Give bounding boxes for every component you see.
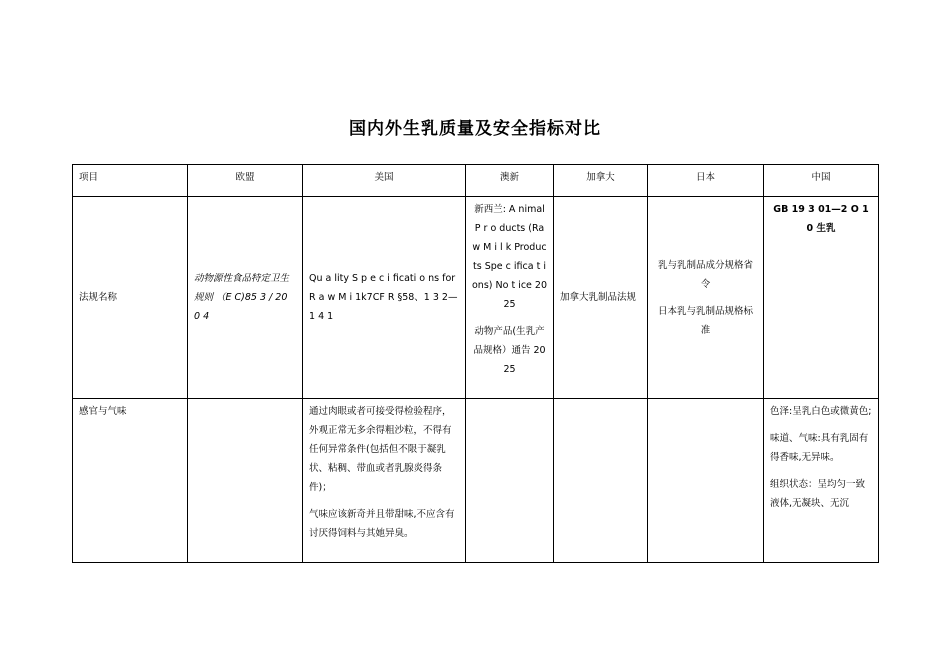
header-eu: 欧盟 xyxy=(188,165,303,197)
table-row-sensory xyxy=(73,399,879,563)
comparison-table xyxy=(72,164,879,563)
header-china: 中国 xyxy=(764,165,879,197)
header-japan: 日本 xyxy=(648,165,764,197)
row-label-regulation: 法规名称 xyxy=(73,197,188,399)
row-label-sensory: 感官与气味 xyxy=(73,399,188,563)
cell-us-regulation: Qu a lity S p e c i ficati o ns for R a w M i 1k7CF R §58、1 3 2—1 4 1 xyxy=(303,197,466,399)
china-sensory-color: 色泽:呈乳白色或微黄色; xyxy=(770,406,872,417)
cell-eu-regulation: 动物源性食品特定卫生规则 （E C)85 3 / 20 0 4 xyxy=(188,197,303,399)
japan-regulation-2: 日本乳与乳制品规格标准 xyxy=(657,305,753,336)
cell-canada-sensory xyxy=(554,399,648,563)
header-us: 美国 xyxy=(303,165,466,197)
china-sensory-taste: 味道、气味:具有乳固有得香味,无异味。 xyxy=(770,433,869,463)
cell-us-sensory xyxy=(303,399,466,563)
cell-canada-regulation: 加拿大乳制品法规 xyxy=(554,197,648,399)
table-header-row xyxy=(73,165,879,197)
japan-regulation-1: 乳与乳制品成分规格省令 xyxy=(657,259,753,290)
header-item: 项目 xyxy=(73,165,188,197)
au-nz-regulation-cn: 动物产品(生乳产品规格）通告 2025 xyxy=(473,326,546,375)
cell-au-nz-regulation xyxy=(466,197,554,399)
header-canada: 加拿大 xyxy=(554,165,648,197)
cell-japan-regulation xyxy=(648,197,764,399)
au-nz-regulation-nz: 新西兰: A nimal P r o ducts (Raw M i l k Products Spe c ifica t ions) No t ice 2025 xyxy=(472,204,548,310)
header-au-nz: 澳新 xyxy=(466,165,554,197)
china-sensory-texture: 组织状态：呈均匀一致液体,无凝块、无沉 xyxy=(770,479,866,509)
cell-japan-sensory xyxy=(648,399,764,563)
page-title: 国内外生乳质量及安全指标对比 xyxy=(349,119,601,139)
cell-eu-sensory xyxy=(188,399,303,563)
cell-china-sensory xyxy=(764,399,879,563)
cell-china-regulation: GB 19 3 01—2 O 10 生乳 xyxy=(764,197,879,399)
us-sensory-appearance: 通过肉眼或者可接受得检验程序，外观正常无多余得粗沙粒，不得有任何异常条件(包括但不限于凝乳状、粘稠、带血或者乳腺炎得条件)； xyxy=(309,406,452,493)
table-row-regulation xyxy=(73,197,879,399)
cell-au-nz-sensory xyxy=(466,399,554,563)
us-sensory-odor: 气味应该新奇并且带甜味,不应含有讨厌得饲料与其她异臭。 xyxy=(309,509,455,539)
